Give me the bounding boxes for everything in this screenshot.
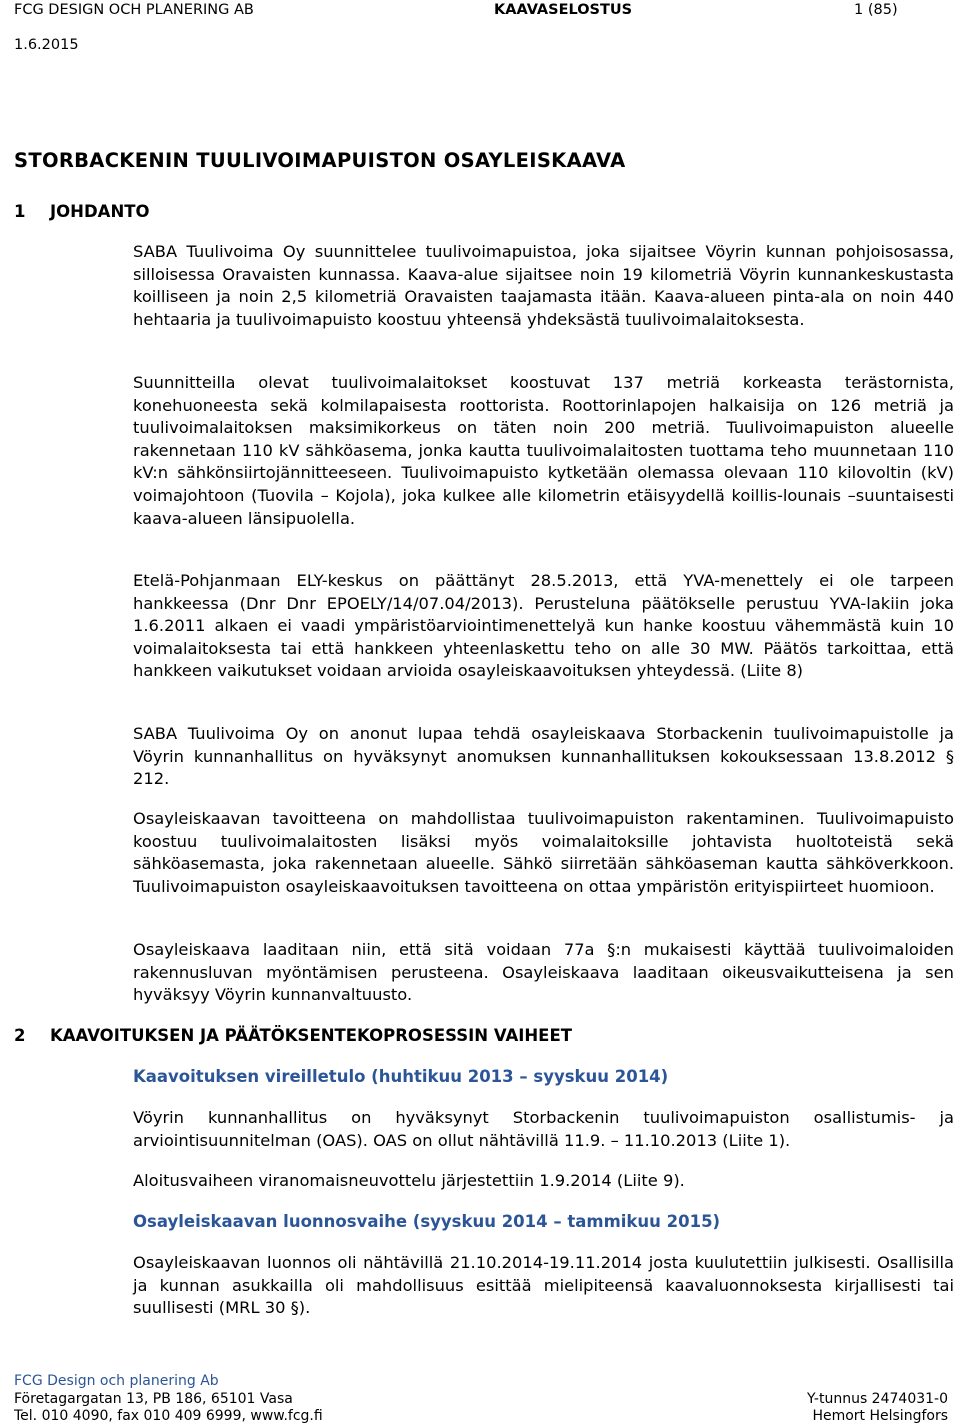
subsection-initiation-paragraph-2: Aloitusvaiheen viranomaisneuvottelu järjestettiin 1.9.2014 (Liite 9).: [133, 1171, 685, 1190]
header-page-number: 1 (85): [854, 2, 898, 18]
subsection-initiation-paragraph-1: Vöyrin kunnanhallitus on hyväksynyt Storbackenin tuulivoimapuiston osallistumis- ja arviointisuunnitelman (OAS). OAS on ollut nähtävillä 11.9. – 11.10.2013 (Liite 1).: [133, 1108, 954, 1150]
subsection-draft-paragraph-1: Osayleiskaavan luonnos oli nähtävillä 21.10.2014-19.11.2014 josta kuulutettiin julkisesti. Osallisilla ja kunnan asukkailla oli mahdollisuus esittää mielipiteensä kaavaluonnoksesta kirjallisesti tai suullisesti (MRL 30 §).: [133, 1253, 954, 1318]
footer-address: Företagargatan 13, PB 186, 65101 Vasa: [14, 1390, 293, 1407]
header-date: 1.6.2015: [14, 37, 79, 53]
section-1-paragraph-4: SABA Tuulivoima Oy on anonut lupaa tehdä osayleiskaava Storbackenin tuulivoimapuistolle ja Vöyrin kunnanhallitus on hyväksynyt anomuksen kunnanhallituksen kokouksessaan 13.8.2012 § 212.: [133, 724, 954, 789]
subsection-initiation-heading: Kaavoituksen vireilletulo (huhtikuu 2013 – syyskuu 2014): [133, 1067, 669, 1086]
section-1-number: 1: [14, 202, 26, 221]
subsection-draft-heading: Osayleiskaavan luonnosvaihe (syyskuu 2014 – tammikuu 2015): [133, 1212, 721, 1231]
footer-contact: Tel. 010 4090, fax 010 409 6999, www.fcg.fi: [14, 1408, 323, 1424]
section-2-heading: [14, 1026, 572, 1045]
section-2-number: 2: [14, 1026, 26, 1045]
section-1-paragraph-3: Etelä-Pohjanmaan ELY-keskus on päättänyt 28.5.2013, että YVA-menettely ei ole tarpeen hankkeessa (Dnr Dnr EPOELY/14/07.04/2013). Perusteluna päätökselle perustuu YVA-lakiin joka 1.6.2011 alkaen ei vaadi ympäristöarviointimenettelyä kun hanke koostuu vähemmästä kuin 10 voimalaitoksesta tai että hankkeen yhteenlaskettu teho on alle 30 MW. Päätös tarkoittaa, että hankkeen vaikutukset voidaan arvioida osayleiskaavoituksen yhteydessä. (Liite 8): [133, 571, 954, 681]
footer-company: FCG Design och planering Ab: [14, 1373, 219, 1389]
footer-domicile: Hemort Helsingfors: [812, 1408, 948, 1424]
page-footer: [14, 1373, 948, 1426]
section-1-heading: [14, 202, 150, 221]
section-2-title: KAAVOITUKSEN JA PÄÄTÖKSENTEKOPROSESSIN VAIHEET: [50, 1026, 572, 1045]
header-doc-type: KAAVASELOSTUS: [494, 2, 633, 18]
header-company: FCG DESIGN OCH PLANERING AB: [14, 2, 254, 18]
section-1-title: JOHDANTO: [50, 202, 150, 221]
footer-business-id: Y-tunnus 2474031-0: [807, 1390, 948, 1407]
section-1-paragraph-1: SABA Tuulivoima Oy suunnittelee tuulivoimapuistoa, joka sijaitsee Vöyrin kunnan pohjoisosassa, silloisessa Oravaisten kunnassa. Kaava-alue sijaitsee noin 19 kilometriä Vöyrin kunnankeskustasta koilliseen ja noin 2,5 kilometriä Oravaisten taajamasta itään. Kaava-alueen pinta-ala on noin 440 hehtaaria ja tuulivoimapuisto koostuu yhteensä yhdeksästä tuulivoimalaitoksesta.: [133, 242, 954, 329]
section-1-paragraph-2: Suunnitteilla olevat tuulivoimalaitokset koostuvat 137 metriä korkeasta terästornista, konehuoneesta sekä kolmilapaisesta roottorista. Roottorinlapojen halkaisija on 126 metriä ja tuulivoimalaitoksen maksimikorkeus on täten noin 200 metriä. Tuulivoimapuiston alueelle rakennetaan 110 kV sähköasema, jonka kautta tuulivoimalaitosten tuottama teho muunnetaan 110 kV:n sähkönsiirtojännitteeseen. Tuulivoimapuisto kytketään olemassa olevaan 110 kilovoltin (kV) voimajohtoon (Tuovila – Kojola), joka kulkee alle kilometrin etäisyydellä koillis-lounais –suuntaisesti kaava-alueen länsipuolella.: [133, 373, 954, 528]
section-1-paragraph-6: Osayleiskaava laaditaan niin, että sitä voidaan 77a §:n mukaisesti käyttää tuulivoimaloiden rakennusluvan myöntämisen perusteena. Osayleiskaava laaditaan oikeusvaikutteisena ja sen hyväksyy Vöyrin kunnanvaltuusto.: [133, 940, 954, 1005]
section-1-paragraph-5: Osayleiskaavan tavoitteena on mahdollistaa tuulivoimapuiston rakentaminen. Tuulivoimapuisto koostuu tuulivoimalaitosten lisäksi myös voimalaitoksille johtavista huoltoteistä sekä sähköasemasta, joka rakennetaan alueelle. Sähkö siirretään sähköaseman kautta sähköverkkoon. Tuulivoimapuiston osayleiskaavoituksen tavoitteena on ottaa ympäristön erityispiirteet huomioon.: [133, 809, 954, 896]
document-title: STORBACKENIN TUULIVOIMAPUISTON OSAYLEISKAAVA: [14, 149, 626, 172]
